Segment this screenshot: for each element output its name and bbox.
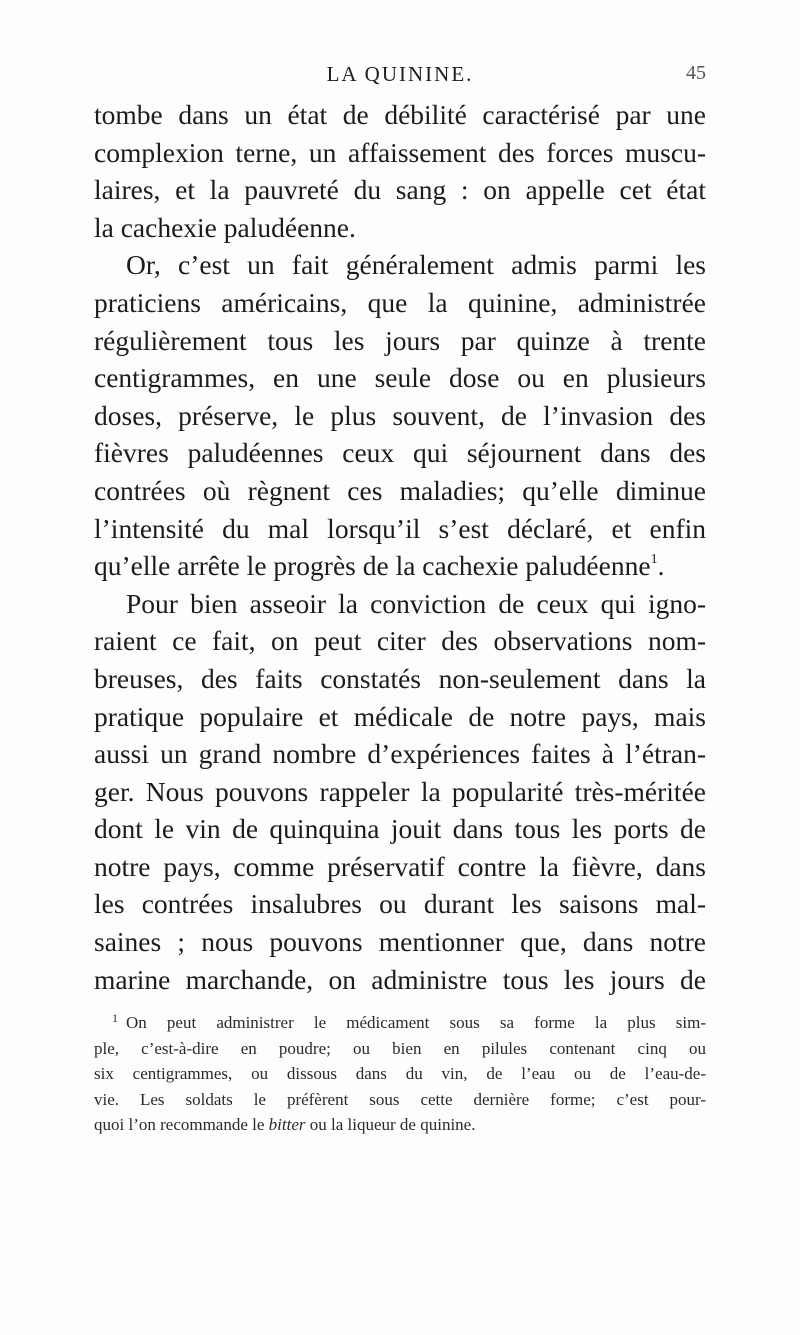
footnote <box>94 1010 706 1138</box>
body-line: notre pays, comme préservatif contre la fièvre, dans <box>94 850 706 882</box>
footnote-line <box>94 1010 706 1036</box>
body-line-with-footnote-ref <box>94 547 706 585</box>
body-line: Pour bien asseoir la conviction de ceux qui igno- <box>126 587 706 619</box>
body-line: la cachexie paludéenne. <box>94 211 356 243</box>
body-line: laires, et la pauvreté du sang : on appelle cet état <box>94 174 706 206</box>
footnote-line-text: On peut administrer le médicament sous sa forme la plus sim- <box>126 1013 706 1032</box>
running-title: LA QUININE. <box>326 62 474 86</box>
body-line: saines ; nous pouvons mentionner que, dans notre <box>94 926 706 958</box>
body-line: marine marchande, on administre tous les jours de <box>94 963 706 995</box>
running-head <box>94 62 706 90</box>
body-line: doses, préserve, le plus souvent, de l’invasion des <box>94 399 706 431</box>
body-line: tombe dans un état de débilité caractérisé par une <box>94 99 706 130</box>
body-line: complexion terne, un affaissement des forces muscu- <box>94 136 706 168</box>
body-line: breuses, des faits constatés non-seulement dans la <box>94 662 706 694</box>
body-line: centigrammes, en une seule dose ou en plusieurs <box>94 362 706 394</box>
body-line: raient ce fait, on peut citer des observations nom- <box>94 625 706 657</box>
body-line: aussi un grand nombre d’expériences faites à l’étran- <box>94 738 706 770</box>
footnote-italic-term: bitter <box>268 1115 306 1135</box>
body-text <box>94 96 706 998</box>
body-line: fièvres paludéennes ceux qui séjournent dans des <box>94 437 706 469</box>
page-number: 45 <box>686 62 706 84</box>
body-line: contrées où règnent ces maladies; qu’elle diminue <box>94 474 706 506</box>
footnote-marker: 1 <box>112 1011 118 1025</box>
body-line: régulièrement tous les jours par quinze à trente <box>94 324 706 356</box>
body-line: dont le vin de quinquina jouit dans tous les ports de <box>94 813 706 845</box>
footnote-line: vie. Les soldats le préfèrent sous cette dernière forme; c’est pour- <box>94 1089 706 1109</box>
body-line-text: qu’elle arrête le progrès de la cachexie paludéenne <box>94 550 651 582</box>
body-line: Or, c’est un fait généralement admis parmi les <box>126 249 706 281</box>
sentence-end: . <box>657 550 665 582</box>
footnote-text-after: ou la liqueur de quinine. <box>305 1115 476 1135</box>
body-line: ger. Nous pouvons rappeler la popularité très-méritée <box>94 775 706 807</box>
body-line: les contrées insalubres ou durant les saisons mal- <box>94 888 706 920</box>
footnote-line: ple, c’est-à-dire en poudre; ou bien en pilules contenant cinq ou <box>94 1038 706 1058</box>
footnote-text-before: quoi l’on recommande le <box>94 1115 269 1135</box>
body-line: praticiens américains, que la quinine, administrée <box>94 286 706 318</box>
footnote-reference[interactable]: 1 <box>650 552 658 568</box>
body-line: l’intensité du mal lorsqu’il s’est déclaré, et enfin <box>94 512 706 544</box>
footnote-line <box>94 1112 706 1138</box>
footnote-line: six centigrammes, ou dissous dans du vin, de l’eau ou de l’eau-de- <box>94 1064 706 1084</box>
body-line: pratique populaire et médicale de notre pays, mais <box>94 700 706 732</box>
